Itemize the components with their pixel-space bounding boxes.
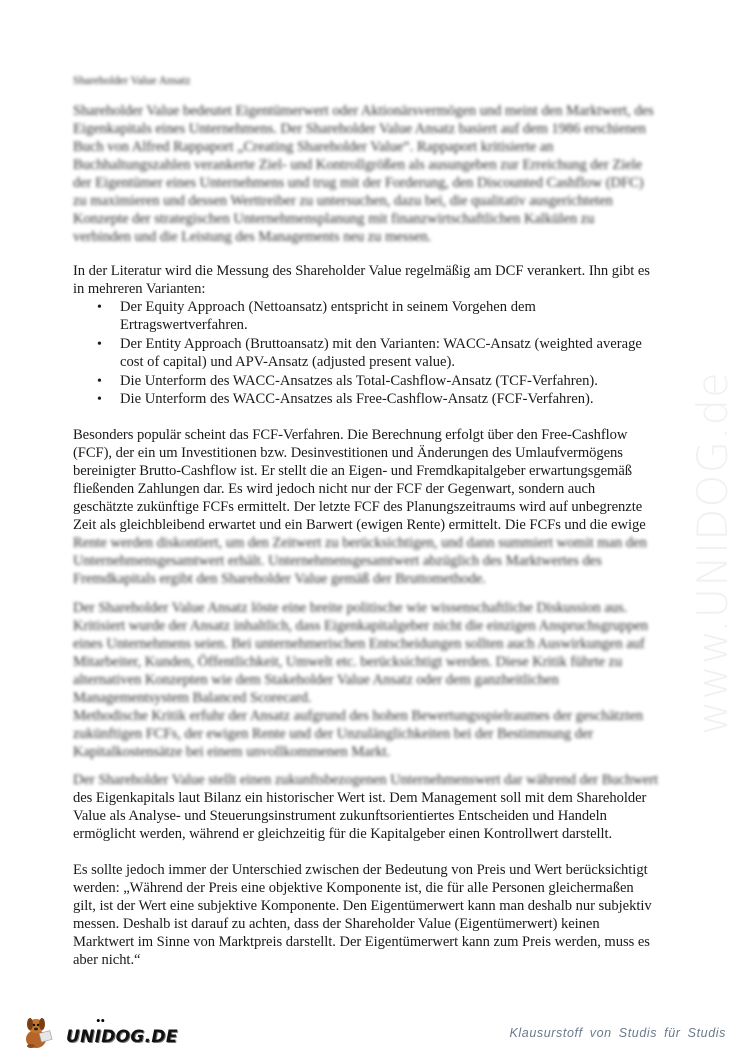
list-item-text: Der Equity Approach (Nettoansatz) entspricht in seinem Vorgehen dem xyxy=(120,299,536,315)
unidog-logo[interactable] xyxy=(22,1013,178,1053)
text-line: Mitarbeiter, Kunden, Öffentlichkeit, Umwelt etc. berücksichtigt werden. Diese Kritik führte zu xyxy=(73,654,623,670)
text-line: In der Literatur wird die Messung des Shareholder Value regelmäßig am DCF verankert. Ihn gibt es xyxy=(73,263,650,279)
text-line: Buchhaltungszahlen verankerte Ziel- und Kontrollgrößen als ausungeben zur Erreichung der Ziele xyxy=(73,157,643,173)
text-line: Konzepte der strategischen Unternehmensplanung mit finanzwirtschaftlichen Kalkülen zu xyxy=(73,211,595,227)
text-line: ermöglicht werden, während er gleichzeitig für die Kapitalgeber einen Kontrollwert darstellt. xyxy=(73,826,613,842)
text-line: Zeit als gleichbleibend erwartet und ein Barwert (ewigen Rente) ermittelt. Die FCFs und die ewige xyxy=(73,517,646,533)
text-line: eines Unternehmens seien. Bei unternehmerischen Entscheidungen sollten auch Auswirkungen auf xyxy=(73,636,645,652)
text-line: zukünftigen FCFs, der ewigen Rente und der Unzulänglichkeiten bei der Bestimmung der xyxy=(73,726,594,742)
text-line: Shareholder Value bedeutet Eigentümerwert oder Aktionärsvermögen und meint den Marktwert, des xyxy=(73,103,654,119)
text-line: Besonders populär scheint das FCF-Verfahren. Die Berechnung erfolgt über den Free-Cashflow xyxy=(73,427,628,443)
text-line: geschätzte zukünftige FCFs ermittelt. Der letzte FCF des Planungszeitraums wird auf unbegrenzte xyxy=(73,499,643,515)
text-line: Der Shareholder Value Ansatz löste eine breite politische wie wissenschaftliche Diskussion aus. xyxy=(73,600,628,616)
text-line: Marktwert im Sinne von Marktpreis darstellt. Der Eigentümerwert kann zum Preis werden, muss es xyxy=(73,934,650,950)
text-line: Es sollte jedoch immer der Unterschied zwischen der Bedeutung von Preis und Wert berücksichtigt xyxy=(73,862,648,878)
text-line: werden: „Während der Preis eine objektive Komponente ist, die für alle Personen gleichermaßen xyxy=(73,880,634,896)
text-line: messen. Deshalb ist darauf zu achten, dass der Shareholder Value (Eigentümerwert) keinen xyxy=(73,916,600,932)
text-line: Value als Analyse- und Steuerungsinstrument zukunftsorientiertes Entscheiden und Handeln xyxy=(73,808,607,824)
bullet-icon: • xyxy=(97,337,102,352)
bullet-icon: • xyxy=(97,300,102,315)
text-line: Fremdkapitals ergibt den Shareholder Value gemäß der Bruttomethode. xyxy=(73,571,486,587)
dog-mascot-icon xyxy=(22,1015,56,1049)
list-item-text: Die Unterform des WACC-Ansatzes als Total-Cashflow-Ansatz (TCF-Verfahren). xyxy=(120,373,598,389)
bullet-icon: • xyxy=(97,392,102,407)
text-line: alternativen Konzepten wie dem Stakeholder Value Ansatz oder dem ganzheitlichen xyxy=(73,672,559,688)
text-line: aber nicht.“ xyxy=(73,952,141,968)
list-item-text: cost of capital) und APV-Ansatz (adjusted present value). xyxy=(120,354,456,370)
text-line: Der Shareholder Value stellt einen zukunftsbezogenen Unternehmenswert dar während der Buchwert xyxy=(73,772,659,788)
text-line: Kapitalkostensätze bei einem unvollkommenen Markt. xyxy=(73,744,391,760)
text-line: (FCF), der ein um Investitionen bzw. Desinvestitionen und Änderungen des Umlaufvermögens xyxy=(73,445,623,461)
bullet-icon: • xyxy=(97,374,102,389)
text-line: Eigenkapitals eines Unternehmens. Der Shareholder Value Ansatz basiert auf dem 1986 erschienen xyxy=(73,121,646,137)
watermark: www.UNIDOG.de xyxy=(688,371,737,735)
paw-print-icon: •• xyxy=(96,1013,106,1028)
text-line: Buch von Alfred Rappaport „Creating Shareholder Value“. Rappaport kritisierte an xyxy=(73,139,554,155)
footer-slogan: Klausurstoff von Studis für Studis xyxy=(509,1026,726,1040)
text-line: des Eigenkapitals laut Bilanz ein historischer Wert ist. Dem Management soll mit dem Shareholder xyxy=(73,790,647,806)
text-line: der Eigentümer eines Unternehmens und trug mit der Forderung, den Discounted Cashflow (DFC) xyxy=(73,175,644,191)
text-line: verbinden und die Leistung des Managements neu zu messen. xyxy=(73,229,432,245)
text-line: fließenden Zahlungen dar. Es wird jedoch nicht nur der FCF der Gegenwart, sondern auch xyxy=(73,481,596,497)
text-line: Managementsystem Balanced Scorecard. xyxy=(73,690,312,706)
list-item-text: Der Entity Approach (Bruttoansatz) mit den Varianten: WACC-Ansatz (weighted average xyxy=(120,336,642,352)
list-item-text: Die Unterform des WACC-Ansatzes als Free-Cashflow-Ansatz (FCF-Verfahren). xyxy=(120,391,594,407)
text-line: Unternehmensgesamtwert erhält. Unternehmensgesamtwert abzüglich des Marktwertes des xyxy=(73,553,602,569)
text-line: gilt, ist der Wert eine subjektive Komponente. Den Eigentümerwert kann man deshalb nur subjektiv xyxy=(73,898,652,914)
text-line: Rente werden diskontiert, um den Zeitwert zu berücksichtigen, und dann summiert womit man den xyxy=(73,535,647,551)
text-line: bereinigter Brutto-Cashflow ist. Er stellt die an Eigen- und Fremdkapitalgeber erwartungsgemäß xyxy=(73,463,633,479)
text-line: in mehreren Varianten: xyxy=(73,281,206,297)
text-line: zu maximieren und dessen Werttreiber zu untersuchen, dazu bei, die qualitativ ausgerichteten xyxy=(73,193,613,209)
text-line: Kritisiert wurde der Ansatz inhaltlich, dass Eigenkapitalgeber nicht die einzigen Anspruchsgruppen xyxy=(73,618,649,634)
document-heading: Shareholder Value Ansatz xyxy=(73,75,191,87)
logo-text: UNIDOG.DE xyxy=(66,1027,178,1047)
text-line: Methodische Kritik erfuhr der Ansatz aufgrund des hohen Bewertungsspielraumes der geschätzten xyxy=(73,708,644,724)
list-item-text: Ertragswertverfahren. xyxy=(120,317,248,333)
